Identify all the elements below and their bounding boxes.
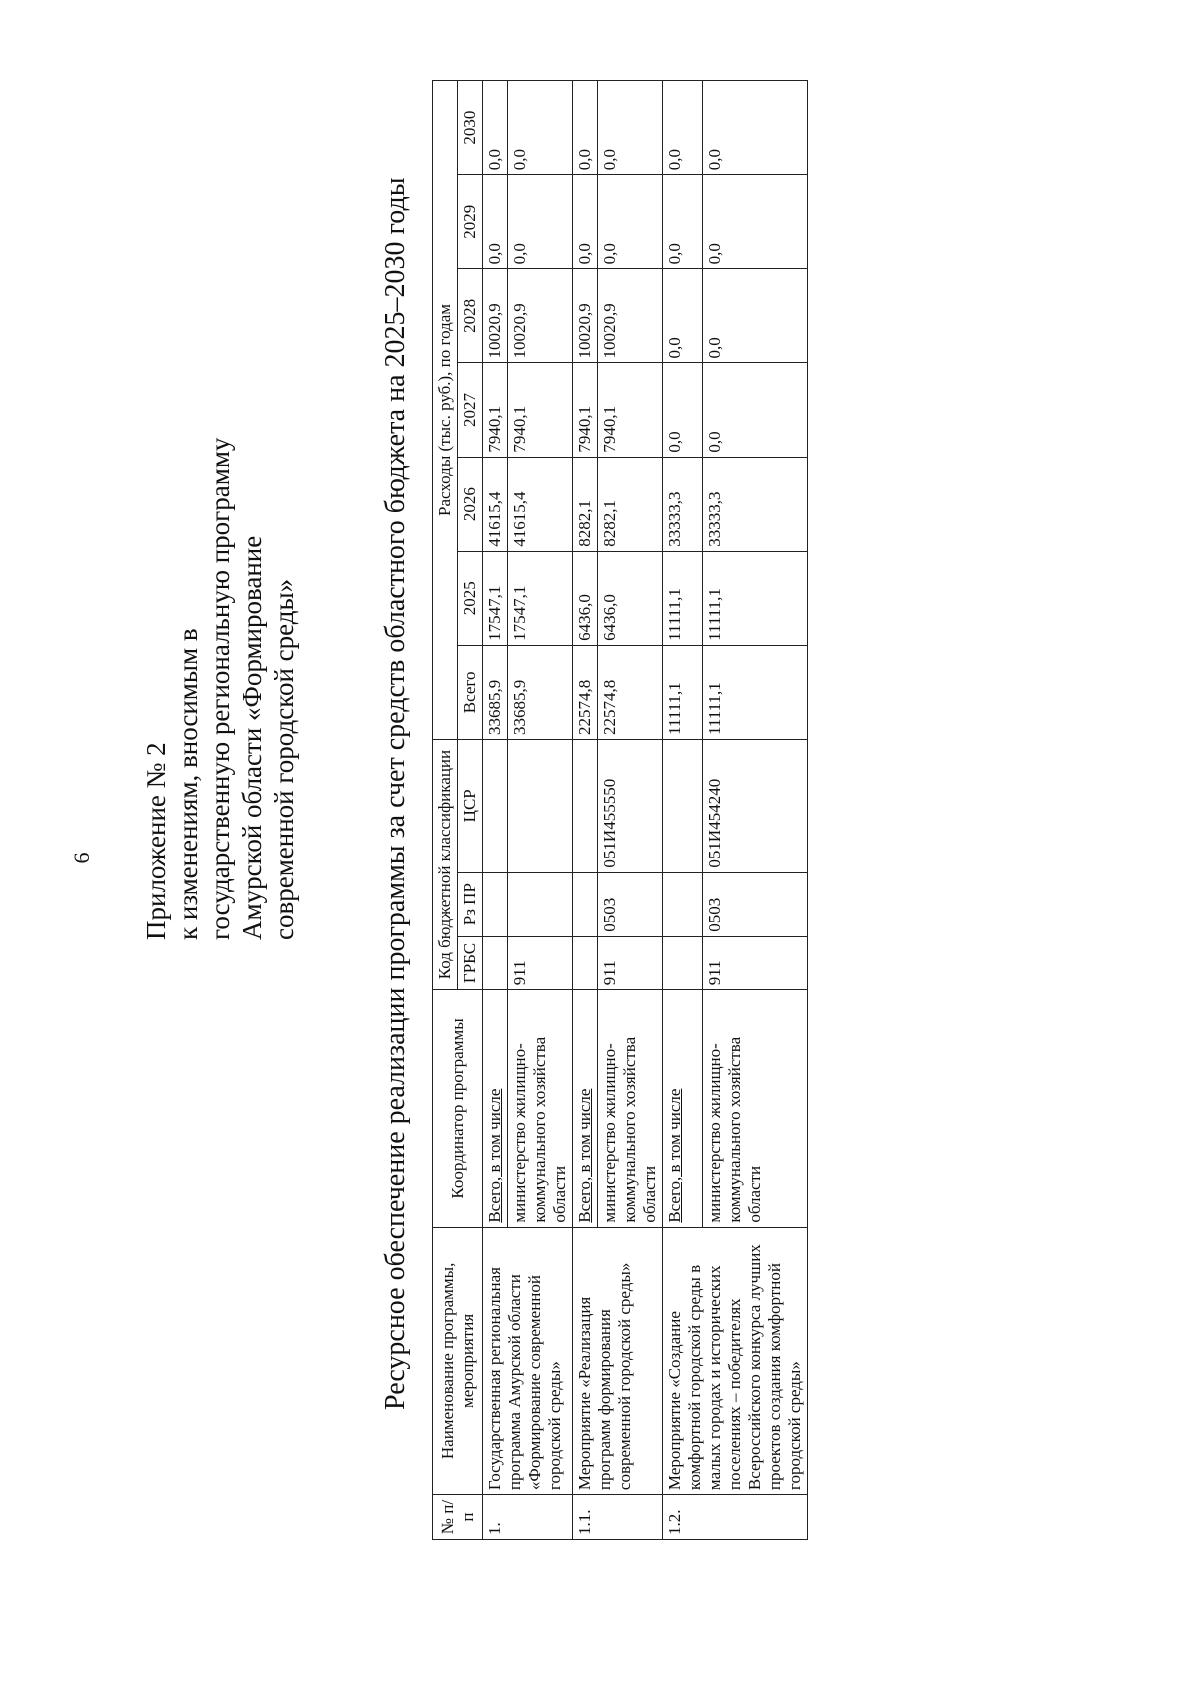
header-2029: 2029	[458, 175, 483, 269]
cell-y2027: 7940,1	[598, 363, 663, 457]
header-2028: 2028	[458, 269, 483, 363]
cell-y2030: 0,0	[703, 81, 808, 175]
header-name: Наименование программы, мероприятия	[433, 1227, 483, 1494]
row-name: Мероприятие «Реализация программ формирования современной городской среды»	[573, 1227, 663, 1494]
cell-total: 22574,8	[573, 645, 598, 739]
appendix-line: к изменениям, вносимым в	[173, 628, 203, 940]
cell-y2026: 8282,1	[598, 457, 663, 551]
cell-y2025: 6436,0	[598, 551, 663, 645]
cell-y2026: 41615,4	[508, 457, 573, 551]
cell-y2030: 0,0	[508, 81, 573, 175]
cell-rzpr	[573, 872, 598, 936]
appendix-line: Приложение № 2	[141, 742, 171, 940]
table-row	[483, 81, 508, 1540]
header-2027: 2027	[458, 363, 483, 457]
cell-csr	[483, 739, 508, 872]
header-budget-code: Код бюджетной классификации	[433, 739, 458, 989]
resource-table	[432, 80, 808, 1540]
cell-coordinator: Всего, в том числе	[573, 990, 598, 1227]
header-grbs: ГРБС	[458, 936, 483, 989]
appendix-line: Амурской области «Формирование	[237, 535, 267, 940]
rotated-page-content	[141, 80, 1100, 1540]
cell-y2026: 33333,3	[703, 457, 808, 551]
cell-coordinator: министерство жилищно-коммунального хозяйства области	[598, 990, 663, 1227]
cell-y2029: 0,0	[703, 175, 808, 269]
cell-y2026: 33333,3	[663, 457, 703, 551]
cell-grbs	[663, 936, 703, 989]
cell-csr	[508, 739, 573, 872]
cell-total: 33685,9	[483, 645, 508, 739]
appendix-note	[140, 340, 300, 940]
cell-y2029: 0,0	[573, 175, 598, 269]
cell-total: 22574,8	[598, 645, 663, 739]
header-2025: 2025	[458, 551, 483, 645]
cell-rzpr: 0503	[703, 872, 808, 936]
cell-coordinator: Всего, в том числе	[663, 990, 703, 1227]
header-expenses: Расходы (тыс. руб.), по годам	[433, 81, 458, 740]
cell-y2025: 11111,1	[663, 551, 703, 645]
row-name: Мероприятие «Создание комфортной городской среды в малых городах и исторических поселениях – победителях Всероссийского конкурса лучших проектов создания комфортной городской среды»	[663, 1227, 808, 1494]
cell-y2028: 0,0	[663, 269, 703, 363]
cell-y2025: 11111,1	[703, 551, 808, 645]
cell-y2030: 0,0	[573, 81, 598, 175]
document-title: Ресурсное обеспечение реализации программы за счет средств областного бюджета на 2025–2030 годы	[380, 177, 411, 1410]
cell-y2025: 6436,0	[573, 551, 598, 645]
cell-y2028: 10020,9	[573, 269, 598, 363]
cell-y2025: 17547,1	[508, 551, 573, 645]
header-total: Всего	[458, 645, 483, 739]
cell-total: 11111,1	[703, 645, 808, 739]
cell-y2026: 41615,4	[483, 457, 508, 551]
header-2030: 2030	[458, 81, 483, 175]
row-name: Государственная региональная программа Амурской области «Формирование современной городской среды»	[483, 1227, 573, 1494]
header-no: № п/п	[433, 1495, 483, 1540]
cell-y2030: 0,0	[598, 81, 663, 175]
cell-y2027: 7940,1	[508, 363, 573, 457]
page-number: 6	[69, 852, 94, 864]
cell-rzpr: 0503	[598, 872, 663, 936]
cell-grbs: 911	[703, 936, 808, 989]
cell-y2030: 0,0	[663, 81, 703, 175]
cell-y2027: 0,0	[663, 363, 703, 457]
cell-y2028: 0,0	[703, 269, 808, 363]
cell-coordinator: Всего, в том числе	[483, 990, 508, 1227]
row-number: 1.1.	[573, 1495, 663, 1540]
header-2026: 2026	[458, 457, 483, 551]
cell-rzpr	[663, 872, 703, 936]
cell-total: 11111,1	[663, 645, 703, 739]
table-row	[573, 81, 598, 1540]
header-rzpr: Рз ПР	[458, 872, 483, 936]
cell-y2029: 0,0	[598, 175, 663, 269]
cell-y2028: 10020,9	[598, 269, 663, 363]
row-number: 1.2.	[663, 1495, 808, 1540]
cell-coordinator: министерство жилищно-коммунального хозяйства области	[703, 990, 808, 1227]
cell-y2027: 7940,1	[573, 363, 598, 457]
cell-grbs	[573, 936, 598, 989]
cell-csr	[663, 739, 703, 872]
cell-y2027: 0,0	[703, 363, 808, 457]
cell-csr	[573, 739, 598, 872]
appendix-line: современной городской среды»	[269, 578, 299, 940]
cell-grbs: 911	[508, 936, 573, 989]
cell-y2030: 0,0	[483, 81, 508, 175]
cell-grbs: 911	[598, 936, 663, 989]
cell-total: 33685,9	[508, 645, 573, 739]
cell-grbs	[483, 936, 508, 989]
cell-rzpr	[483, 872, 508, 936]
table-row	[663, 81, 703, 1540]
cell-rzpr	[508, 872, 573, 936]
header-csr: ЦСР	[458, 739, 483, 872]
cell-csr: 051И455550	[598, 739, 663, 872]
cell-y2029: 0,0	[483, 175, 508, 269]
appendix-line: государственную региональную программу	[205, 437, 235, 940]
row-number: 1.	[483, 1495, 573, 1540]
cell-y2028: 10020,9	[508, 269, 573, 363]
cell-coordinator: министерство жилищно-коммунального хозяйства области	[508, 990, 573, 1227]
cell-y2029: 0,0	[508, 175, 573, 269]
cell-y2028: 10020,9	[483, 269, 508, 363]
cell-y2029: 0,0	[663, 175, 703, 269]
cell-y2025: 17547,1	[483, 551, 508, 645]
cell-y2027: 7940,1	[483, 363, 508, 457]
header-coordinator: Координатор программы	[433, 990, 483, 1227]
cell-y2026: 8282,1	[573, 457, 598, 551]
cell-csr: 051И454240	[703, 739, 808, 872]
